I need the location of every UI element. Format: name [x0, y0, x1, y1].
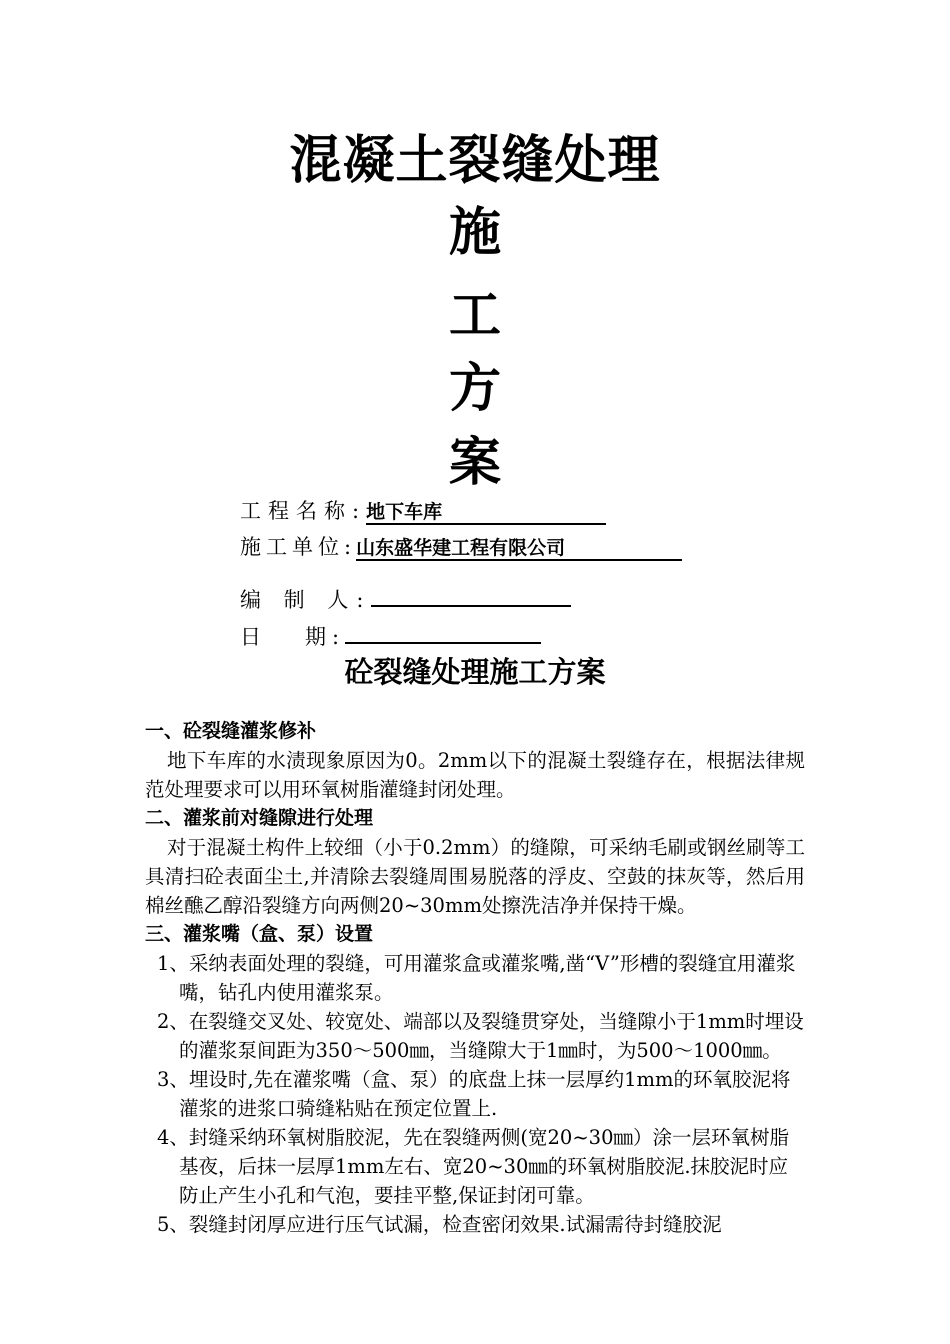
list-item: 2、在裂缝交叉处、较宽处、端部以及裂缝贯穿处，当缝隙小于1mm时埋设的灌浆泵间距为350～500㎜，当缝隙大于1㎜时，为500～1000㎜。: [157, 1010, 804, 1062]
cover-title-char: 工: [448, 286, 501, 346]
date-label: 日 期:: [240, 625, 346, 649]
section-heading: 一、砼裂缝灌浆修补: [145, 720, 317, 742]
date-value: [345, 620, 541, 644]
construction-unit-label: 施工单位:: [240, 535, 357, 559]
cover-title: 混凝土裂缝处理: [289, 131, 661, 191]
construction-unit-value: 山东盛华建工程有限公司: [356, 537, 682, 561]
author-value: [371, 583, 571, 607]
section-paragraph: 地下车库的水渍现象原因为0。2mm以下的混凝土裂缝存在，根据法律规范处理要求可以用环氧树脂灌缝封闭处理。: [145, 749, 805, 801]
section-heading: 三、灌浆嘴（盒、泵）设置: [145, 923, 374, 945]
author-row: [240, 583, 571, 614]
section-heading: 二、灌浆前对缝隙进行处理: [145, 807, 374, 829]
document-body: [145, 717, 805, 1239]
date-row: [240, 620, 541, 651]
cover-title-char: 方: [448, 359, 501, 419]
list-item: 4、封缝采纳环氧树脂胶泥，先在裂缝两侧(宽20~30㎜）涂一层环氧树脂基夜，后抹一层厚1mm左右、宽20~30㎜的环氧树脂胶泥.抹胶泥时应防止产生小孔和气泡，要挂平整,保证封闭可靠。: [157, 1126, 789, 1207]
author-label: 编 制 人:: [240, 588, 372, 612]
cover-title-char: 案: [448, 433, 501, 493]
document-subtitle: 砼裂缝处理施工方案: [344, 655, 606, 689]
project-name-label: 工程名称:: [240, 499, 367, 523]
project-name-row: [240, 497, 606, 525]
list-item: 3、埋设时,先在灌浆嘴（盒、泵）的底盘上抹一层厚约1mm的环氧胶泥将灌浆的进浆口骑缝粘贴在预定位置上.: [157, 1068, 791, 1120]
construction-unit-row: [240, 533, 682, 561]
list-item: 5、裂缝封闭厚应进行压气试漏，检查密闭效果.试漏需待封缝胶泥: [157, 1213, 722, 1236]
cover-title-char: 施: [448, 203, 501, 263]
section-paragraph: 对于混凝土构件上较细（小于0.2mm）的缝隙，可采纳毛刷或钢丝刷等工具清扫砼表面尘土,并清除去裂缝周围易脱落的浮皮、空鼓的抹灰等，然后用棉丝醮乙醇沿裂缝方向两侧20~30mm处擦洗洁净并保持干燥。: [145, 836, 805, 917]
project-name-value: 地下车库: [366, 501, 606, 525]
list-item: 1、采纳表面处理的裂缝，可用灌浆盒或灌浆嘴,凿“V”形槽的裂缝宜用灌浆嘴，钻孔内使用灌浆泵。: [157, 952, 796, 1004]
